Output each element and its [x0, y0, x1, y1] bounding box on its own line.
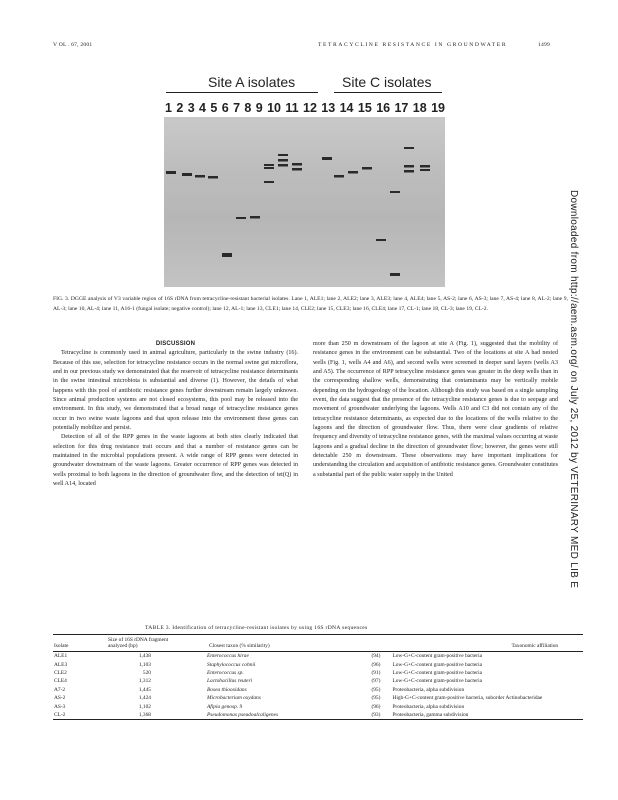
lane-number: 8	[244, 101, 252, 115]
running-header-title: TETRACYCLINE RESISTANCE IN GROUNDWATER	[318, 42, 508, 48]
table-row	[53, 677, 583, 685]
cell-taxon: Staphylococcus cohnii	[207, 661, 256, 668]
site-a-label: Site A isolates	[208, 74, 296, 90]
cell-affiliation: Low-G+C-content gram-positive bacteria	[392, 678, 482, 685]
cell-size: 1,368	[138, 711, 151, 718]
cell-taxon: Enterococcus sp.	[207, 669, 244, 676]
cell-taxon: Bosea thiooxidans	[207, 686, 247, 693]
cell-isolate: ALE1	[54, 653, 68, 660]
lane-number: 6	[221, 101, 229, 115]
column-header: Closest taxon (% similarity)	[209, 643, 270, 649]
lane-number: 10	[267, 101, 281, 115]
cell-size: 520	[142, 669, 151, 676]
lane-number: 2	[176, 101, 184, 115]
cell-size: 1,424	[138, 695, 151, 702]
cell-taxon: Afipia genosp. 9	[207, 703, 243, 710]
table-row	[53, 660, 583, 668]
table-row	[53, 669, 583, 677]
column-header: Taxonomic affiliation	[511, 643, 559, 649]
cell-similarity: (96)	[371, 703, 381, 710]
discussion-left-column	[53, 340, 298, 490]
lane-number: 9	[255, 101, 263, 115]
table-row	[53, 694, 583, 702]
lane-number: 16	[376, 101, 391, 115]
lane-number: 19	[431, 101, 445, 115]
cell-affiliation: Low-G+C-content gram-positive bacteria	[392, 661, 482, 668]
table-row	[53, 652, 583, 661]
lane-number: 13	[321, 101, 336, 115]
cell-isolate: A7-2	[54, 686, 66, 693]
identification-table	[53, 634, 583, 720]
running-header-left: V OL . 67, 2001	[53, 42, 93, 48]
table-row	[53, 711, 583, 720]
cell-taxon: Microbacterium oxydans	[207, 695, 261, 702]
lane-number: 15	[357, 101, 372, 115]
cell-similarity: (93)	[371, 711, 381, 718]
cell-isolate: AS-3	[54, 703, 66, 710]
cell-similarity: (95)	[371, 686, 381, 693]
lane-number: 4	[199, 101, 206, 115]
cell-isolate: ALE3	[54, 661, 68, 668]
cell-size: 1,312	[138, 678, 151, 685]
site-c-label: Site C isolates	[342, 74, 432, 90]
lane-number: 1	[165, 101, 172, 115]
cell-similarity: (91)	[371, 669, 381, 676]
cell-affiliation: Low-G+C-content gram-positive bacteria	[392, 669, 482, 676]
cell-affiliation: Low-G+C-content gram-positive bacteria	[392, 653, 482, 660]
figure-caption: FIG. 3. DGGE analysis of V3 variable region of 16S rDNA from tetracycline-resistant bacterial isolates. Lane 1, ALE1; lane 2, ALE2; lane 3, ALE3; lane 4, ALE4; lane 5, AS-2; lane 6, AS-3; lane 7, AS-4; lane 8, AL-2; lane 9, AL-3; lane 10, AL-4; lane 11, A16-1 (fungal isolate; negative control); lane 12, AL-1; lane 13, CLE1; lane 14, CLE2; lane 15, CLE3; lane 16, CLE4; lane 17, CL-1; lane 18, CL-3; lane 19, CL-2.	[53, 296, 568, 312]
lane-number: 11	[285, 101, 299, 115]
cell-isolate: CLE2	[54, 669, 67, 676]
cell-taxon: Lactobacillus reuteri	[207, 678, 253, 685]
cell-isolate: AS-2	[54, 695, 66, 702]
column-header: Isolate	[54, 643, 69, 649]
site-a-bracket	[166, 92, 318, 93]
cell-isolate: CL-2	[54, 711, 66, 718]
download-notice-text: Downloaded from http://aem.asm.org/ on July 25, 2012 by VETERINARY MED LIB E	[568, 190, 579, 589]
cell-affiliation: Proteobacteria, alpha subdivision	[392, 686, 465, 693]
cell-similarity: (96)	[371, 661, 381, 668]
lane-number: 3	[187, 101, 195, 115]
cell-isolate: CLE4	[54, 678, 67, 685]
section-heading: DISCUSSION	[155, 341, 196, 347]
cell-affiliation: Proteobacteria, gamma subdivision	[392, 711, 469, 718]
discussion-right-column	[313, 340, 558, 480]
cell-similarity: (97)	[371, 678, 381, 685]
site-c-bracket	[334, 92, 442, 93]
lane-number: 5	[210, 101, 218, 115]
table-title: TABLE 3. Identification of tetracycline-resistant isolates by using 16S rDNA sequences	[145, 625, 368, 631]
lane-number: 18	[412, 101, 427, 115]
dgge-gel-image	[164, 117, 445, 287]
table-row	[53, 686, 583, 694]
cell-size: 1,103	[138, 661, 151, 668]
lane-number: 17	[394, 101, 409, 115]
lane-numbers	[165, 101, 445, 117]
cell-similarity: (95)	[371, 695, 381, 702]
download-notice	[565, 190, 581, 630]
cell-size: 1,102	[138, 703, 151, 710]
paragraph: more than 250 m downstream of the lagoon at site A (Fig. 1), suggested that the mobility of resistance genes in the environment can be substantial. Two of the locations at site A had nested wells (Fig. 1, wells A4 and A6), and second wells were screened in deeper sand layers (wells A3 and A5). The occurrence of RPP tetracycline resistance genes was greater in the deep wells than in the corresponding shallow wells, demonstrating that contaminants may be vertically mobile depending on the hydrogeology of the location. Although this study was based on a single sampling event, the data suggest that the presence of the tetracycline resistance genes is due to seepage and movement of groundwater underlying the lagoons. Wells A10 and C3 did not contain any of the tetracycline resistance determinants, as expected due to the locations of the wells relative to the lagoons and the direction of groundwater flow. Thus, there were clear gradients of relative frequency and diversity of tetracycline resistance genes, with the maximal values occurring at waste lagoons and a gradual decline in the direction of groundwater flow; however, the genes were still detectable 250 m downstream. These observations may have important implications for understanding the circulation and acquisition of antibiotic resistance genes. Groundwater constitutes a substantial part of the public water supply in the United	[313, 341, 558, 478]
paragraph: Tetracycline is commonly used in animal agriculture, particularly in the swine industry (16). Because of this use, selection for tetracycline resistance occurs in the normal swine gut microflora, and in our previous study we demonstrated that the reservoir of tetracycline resistance determinants in the swine intestinal microbiota is substantial and diverse (1). However, the details of what happens with this pool of antibiotic resistance genes further downstream remain largely unknown. Since animal production systems are not closed ecosystems, this pool may be released into the environment. In this study, we demonstrated that a broad range of tetracycline resistance genes occur in two swine waste lagoons and that upon release into the environment these genes can potentially mobilize and persist.	[53, 350, 298, 432]
cell-taxon: Enterococcus hirae	[207, 653, 249, 660]
cell-size: 1,438	[138, 653, 151, 660]
table-header-row	[53, 635, 583, 652]
cell-taxon: Pseudomonas pseudoalcaligenes	[207, 711, 279, 718]
cell-size: 1,445	[138, 686, 151, 693]
paragraph: Detection of all of the RPP genes in the waste lagoons at both sites clearly indicated that selection for this drug resistance trait occurs and that a number of resistance genes can be maintained in the microbial populations present. A wide range of RPP genes were detected in groundwater downstream of the waste lagoons. Greater occurrence of RPP genes was detected in wells proximal to both lagoons in the direction of groundwater flow, and the detection of tet(Q) in well A14, located	[53, 434, 298, 488]
cell-affiliation: Proteobacteria, alpha subdivision	[392, 703, 465, 710]
gel-bands	[164, 117, 445, 287]
table-row	[53, 702, 583, 710]
lane-number: 7	[233, 101, 241, 115]
lane-number: 12	[303, 101, 317, 115]
lane-number: 14	[339, 101, 354, 115]
column-header: Size of 16S rDNA fragment analyzed (bp)	[108, 637, 169, 649]
cell-similarity: (94)	[371, 653, 381, 660]
page-number: 1499	[538, 42, 550, 48]
cell-affiliation: High-G+C-content gram-positive bacteria, suborder Actinobacteridae	[392, 695, 543, 702]
